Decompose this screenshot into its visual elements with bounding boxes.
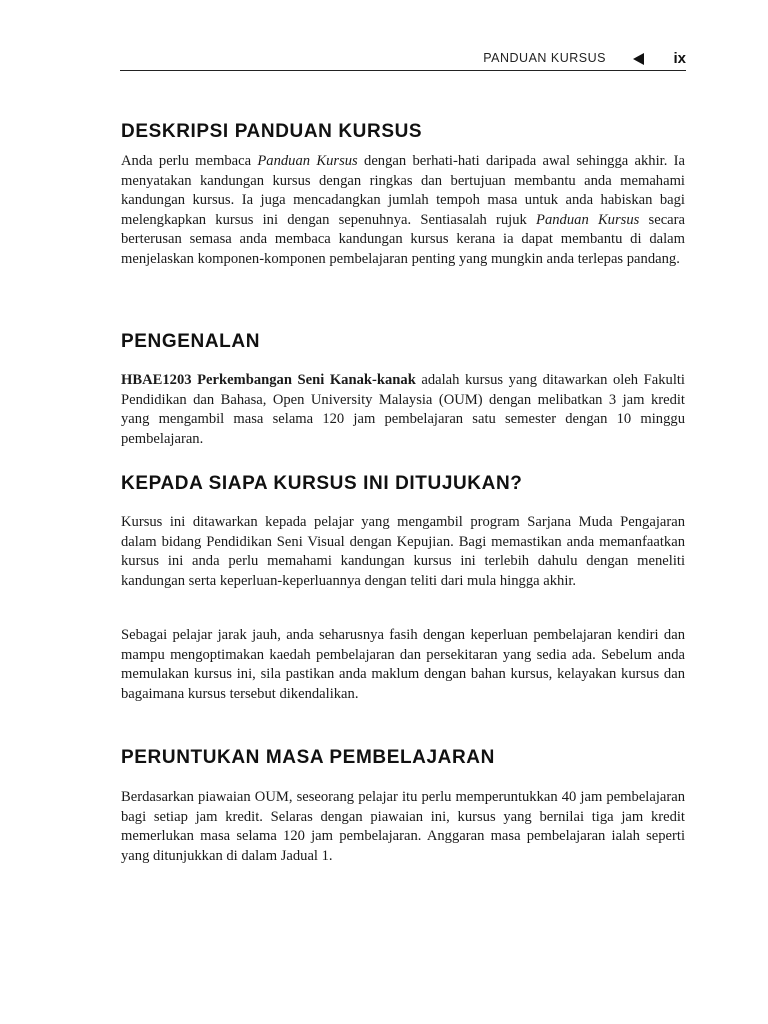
left-triangle-icon (633, 53, 644, 65)
paragraph-pengenalan (121, 371, 685, 449)
paragraph-deskripsi (121, 152, 685, 270)
paragraph-text: dengan berhati-hati daripada awal sehingga akhir. Ia menyatakan kandungan kursus dengan ringkas dan bertujuan membantu anda memahami kandungan kursus. Ia juga mencadangkan jumlah tempoh masa untuk anda habiskan bagi melengkapkan kursus ini dengan sepenuhnya. Sentiasalah rujuk (121, 153, 685, 228)
paragraph-text: adalah kursus yang ditawarkan oleh Fakulti Pendidikan dan Bahasa, Open University Malaysia (OUM) dengan melibatkan 3 jam kredit yang mengambil masa selama 120 jam pembelajaran satu semester dengan 10 minggu pembelajaran. (121, 372, 685, 447)
course-guide-title: Panduan Kursus (536, 211, 640, 228)
section-heading-kepada-siapa: KEPADA SIAPA KURSUS INI DITUJUKAN? (121, 473, 523, 494)
paragraph-kepada-siapa-2: Sebagai pelajar jarak jauh, anda seharusnya fasih dengan keperluan pembelajaran kendiri dan mampu mengoptimakan kaedah pembelajaran dan persekitaran yang sedia ada. Sebelum anda memulakan kursus ini, sila pastikan anda maklum dengan bahan kursus, kelayakan kursus dan bagaimana kursus tersebut dikendalikan. (121, 627, 685, 702)
paragraph-text: secara berterusan semasa anda membaca kandungan kursus kerana ia dapat membantu di dalam menjelaskan komponen-komponen pembelajaran penting yang mungkin anda terlepas pandang. (121, 211, 685, 267)
section-heading-pengenalan: PENGENALAN (121, 331, 261, 352)
paragraph-text: Anda perlu membaca (121, 153, 258, 169)
page-number: ix (673, 50, 686, 67)
course-guide-title: Panduan Kursus (257, 153, 358, 169)
section-heading-peruntukan-masa: PERUNTUKAN MASA PEMBELAJARAN (121, 747, 495, 768)
running-title: PANDUAN KURSUS (483, 51, 606, 65)
section-heading-deskripsi: DESKRIPSI PANDUAN KURSUS (121, 121, 423, 142)
paragraph-peruntukan-masa: Berdasarkan piawaian OUM, seseorang pelajar itu perlu memperuntukkan 40 jam pembelajaran bagi setiap jam kredit. Selaras dengan piawaian ini, kursus yang bernilai tiga jam kredit memerlukan masa selama 120 jam pembelajaran. Anggaran masa pembelajaran ialah seperti yang ditunjukkan di dalam Jadual 1. (121, 789, 685, 864)
running-header (120, 50, 686, 71)
course-code-title: HBAE1203 Perkembangan Seni Kanak-kanak (121, 372, 416, 388)
paragraph-kepada-siapa-1: Kursus ini ditawarkan kepada pelajar yang mengambil program Sarjana Muda Pengajaran dalam bidang Pendidikan Seni Visual dengan Kepujian. Bagi memastikan anda memanfaatkan kursus ini anda perlu memahami kandungan kursus ini terlebih dahulu dengan meneliti kandungan serta keperluan-keperluannya dengan teliti dari mula hingga akhir. (121, 514, 685, 589)
